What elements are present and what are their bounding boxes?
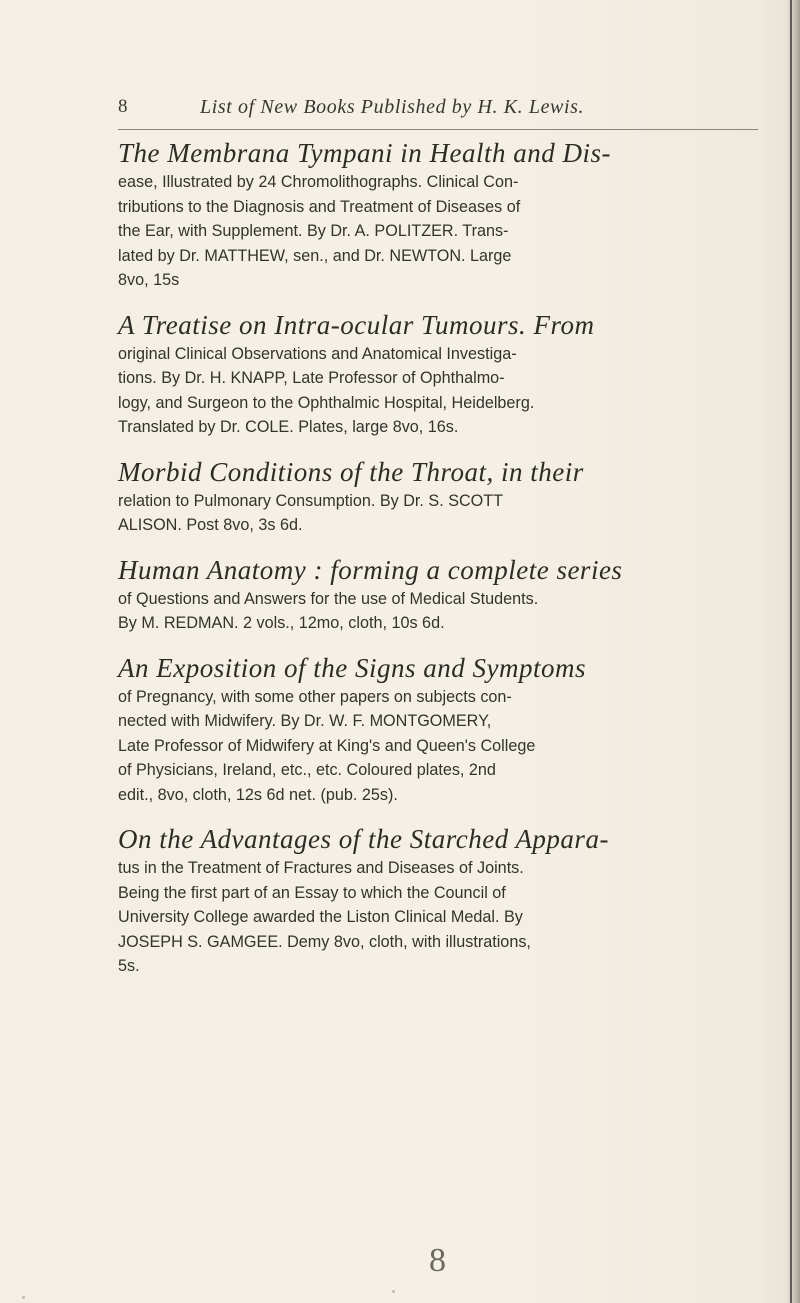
page-edge-line	[790, 0, 792, 1303]
catalogue-entries	[118, 136, 773, 994]
handwritten-page-numeral: 8	[429, 1242, 446, 1279]
entry-title: Morbid Conditions of the Throat, in their	[118, 456, 584, 487]
entry-title: Human Anatomy : forming a complete series	[118, 554, 623, 585]
catalogue-entry	[118, 822, 773, 979]
entry-description: of Questions and Answers for the use of Medical Students. By M. REDMAN. 2 vols., 12mo, cloth, 10s 6d.	[118, 589, 539, 632]
entry-description: ease, Illustrated by 24 Chromolithographs. Clinical Con- tributions to the Diagnosis and Treatment of Diseases of the Ear, with Supplement. By Dr. A. POLITZER. Trans- lated by Dr. MATTHEW, sen., and Dr. NEWTON. Large 8vo, 15s	[118, 173, 521, 289]
entry-description: tus in the Treatment of Fractures and Diseases of Joints. Being the first part of an Essay to which the Council of University College awarded the Liston Clinical Medal. By JOSEPH S. GAMGEE. Demy 8vo, cloth, with illustrations, 5s.	[118, 859, 531, 975]
catalogue-entry	[118, 136, 773, 293]
entry-title: An Exposition of the Signs and Symptoms	[118, 652, 586, 683]
header-rule	[118, 129, 758, 130]
entry-description: original Clinical Observations and Anatomical Investiga- tions. By Dr. H. KNAPP, Late Professor of Ophthalmo- logy, and Surgeon to the Ophthalmic Hospital, Heidelberg. Translated by Dr. COLE. Plates, large 8vo, 16s.	[118, 344, 535, 436]
entry-title: The Membrana Tympani in Health and Dis-	[118, 138, 611, 168]
entry-description: relation to Pulmonary Consumption. By Dr. S. SCOTT ALISON. Post 8vo, 3s 6d.	[118, 491, 504, 534]
catalogue-entry	[118, 455, 773, 538]
entry-title: A Treatise on Intra-ocular Tumours. From	[118, 309, 595, 340]
catalogue-entry	[118, 553, 773, 636]
entry-title: On the Advantages of the Starched Appara-	[118, 824, 609, 854]
catalogue-entry	[118, 651, 773, 808]
running-title: List of New Books Published by H. K. Lewis.	[200, 96, 585, 118]
entry-description: of Pregnancy, with some other papers on subjects con- nected with Midwifery. By Dr. W. F. MONTGOMERY, Late Professor of Midwifery at King's and Queen's College of Physicians, Ireland, etc., etc. Coloured plates, 2nd edit., 8vo, cloth, 12s 6d net. (pub. 25s).	[118, 687, 536, 804]
paper-speck	[392, 1290, 395, 1293]
page-number: 8	[118, 96, 128, 117]
catalogue-entry	[118, 308, 773, 440]
page-edge-shadow	[786, 0, 800, 1303]
paper-speck	[22, 1296, 25, 1299]
page-header	[118, 96, 758, 122]
